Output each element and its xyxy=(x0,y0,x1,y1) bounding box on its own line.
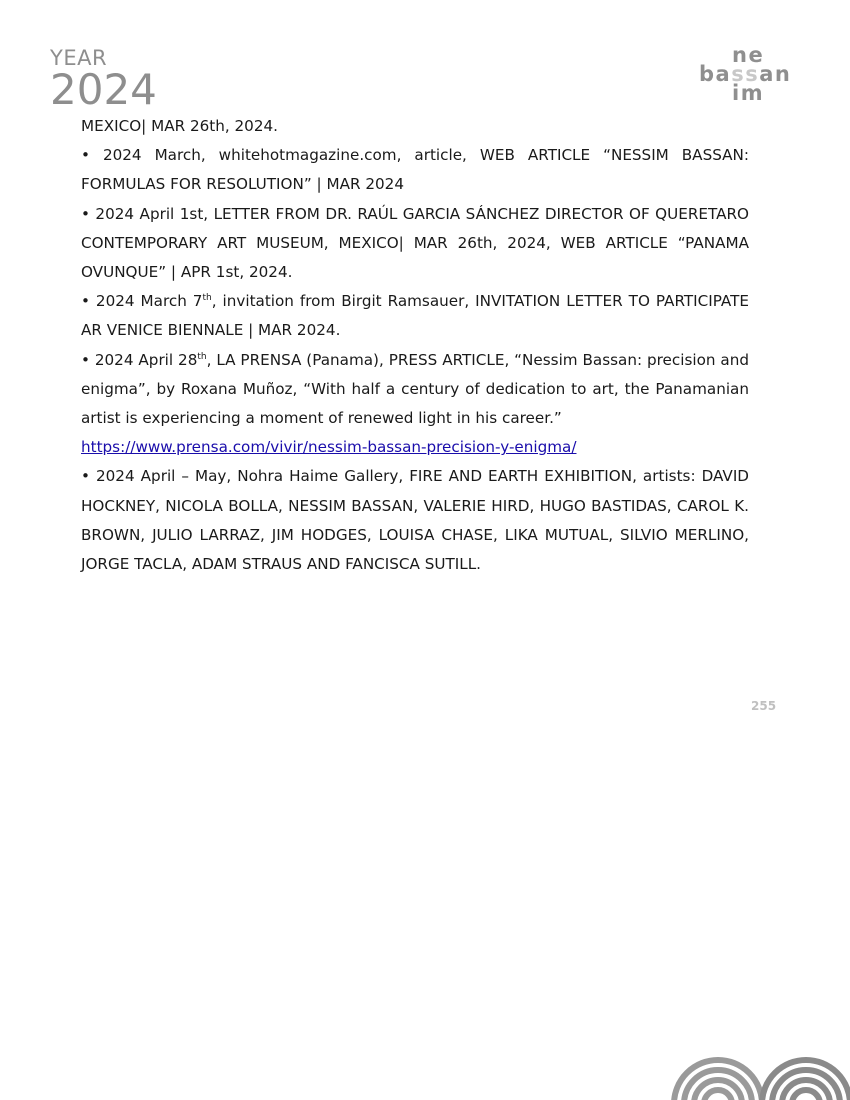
logo-line-2-highlight: ss xyxy=(731,62,760,86)
entry-continuation: MEXICO| MAR 26th, 2024. xyxy=(81,117,278,135)
year-heading xyxy=(50,46,157,114)
logo-line-3: im xyxy=(732,81,765,105)
left-rings-icon xyxy=(674,1060,762,1100)
entry-venice-invitation xyxy=(81,287,749,345)
logo-line-1: ne xyxy=(732,43,765,67)
logo-line-2-start: ba xyxy=(699,62,732,86)
la-prensa-link[interactable]: https://www.prensa.com/vivir/nessim-bassan-precision-y-enigma/ xyxy=(81,438,577,457)
year-number: 2024 xyxy=(50,65,157,114)
page-number: 255 xyxy=(751,699,777,713)
entry-la-prensa-article xyxy=(81,346,749,463)
entry-la-prensa-date: • 2024 April 28 xyxy=(81,350,198,369)
year-label: YEAR xyxy=(50,46,108,70)
right-rings-icon xyxy=(762,1060,850,1100)
entry-venice-date: • 2024 March 7 xyxy=(81,292,203,311)
entry-la-prensa-text: , LA PRENSA (Panama), PRESS ARTICLE, “Nessim Bassan: precision and enigma”, by Roxana Muñoz, “With half a century of dedication to art, the Panamanian artist is experiencing a moment of renewed light in his career.” xyxy=(81,350,749,428)
entry-queretaro-letter: • 2024 April 1st, LETTER FROM DR. RAÚL GARCIA SÁNCHEZ DIRECTOR OF QUERETARO CONTEMPORARY ART MUSEUM, MEXICO| MAR 26th, 2024, WEB ARTICLE “PANAMA OVUNQUE” | APR 1st, 2024. xyxy=(81,204,749,282)
ordinal-suffix: th xyxy=(202,293,212,304)
entry-fire-and-earth-exhibition: • 2024 April – May, Nohra Haime Gallery, FIRE AND EARTH EXHIBITION, artists: DAVID HOCKNEY, NICOLA BOLLA, NESSIM BASSAN, VALERIE HIRD, HUGO BASTIDAS, CAROL K. BROWN, JULIO LARRAZ, JIM HODGES, LOUISA CHASE, LIKA MUTUAL, SILVIO MERLINO, JORGE TACLA, ADAM STRAUS AND FANCISCA SUTILL. xyxy=(81,467,749,574)
nessim-bassan-logo xyxy=(697,43,807,105)
logo-line-2-end: an xyxy=(759,62,792,86)
entries-list xyxy=(81,112,749,579)
entry-venice-text: , invitation from Birgit Ramsauer, INVITATION LETTER TO PARTICIPATE AR VENICE BIENNALE | MAR 2024. xyxy=(81,292,749,340)
ordinal-suffix: th xyxy=(197,351,207,362)
entry-whitehot-article: • 2024 March, whitehotmagazine.com, article, WEB ARTICLE “NESSIM BASSAN: FORMULAS FOR RESOLUTION” | MAR 2024 xyxy=(81,146,749,194)
